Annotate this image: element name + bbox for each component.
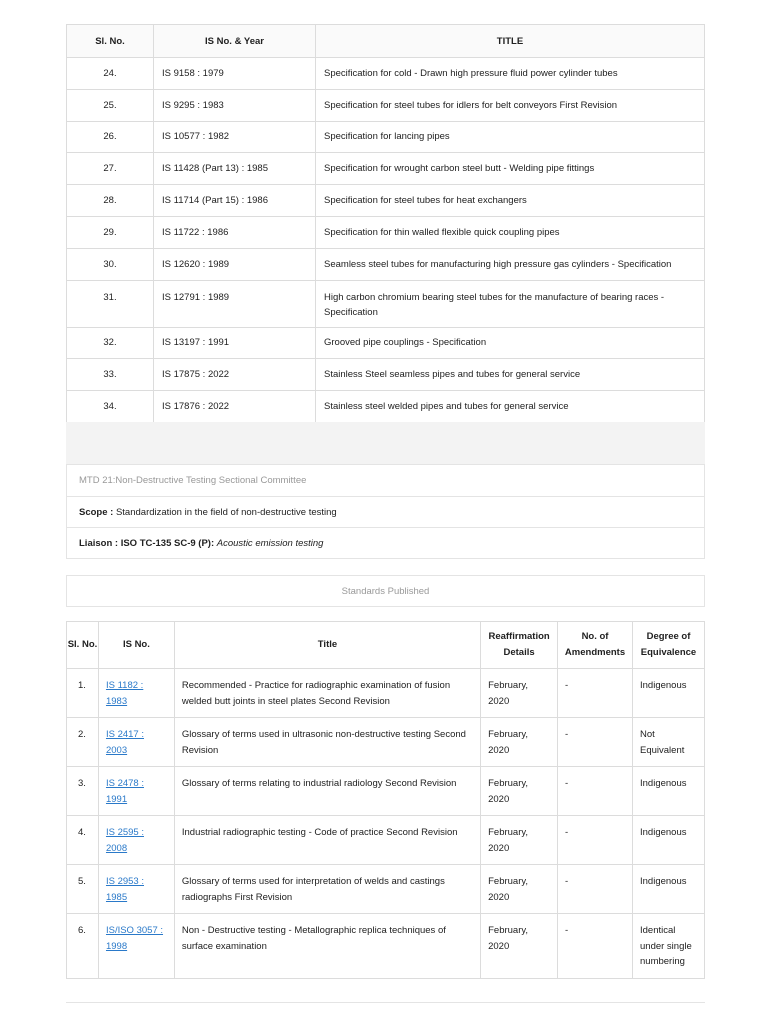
sl-no-cell: 1. bbox=[67, 669, 99, 718]
is-no-cell: IS 11714 (Part 15) : 1986 bbox=[154, 185, 316, 217]
title-cell: Recommended - Practice for radiographic examination of fusion welded butt joints in steel plates Second Revision bbox=[174, 669, 480, 718]
table-header-row bbox=[67, 25, 705, 58]
table-header-row bbox=[67, 622, 705, 669]
equivalence-cell: Identical under single numbering bbox=[633, 914, 705, 979]
is-no-link[interactable]: IS 2953 : 1985 bbox=[105, 876, 144, 903]
liaison-text: Acoustic emission testing bbox=[216, 537, 324, 549]
is-no-cell bbox=[98, 669, 174, 718]
title-cell: Stainless Steel seamless pipes and tubes for general service bbox=[316, 359, 705, 391]
is-no-cell: IS 11428 (Part 13) : 1985 bbox=[154, 153, 316, 185]
table-row bbox=[67, 58, 705, 90]
equivalence-cell: Indigenous bbox=[633, 816, 705, 865]
table-row bbox=[67, 153, 705, 185]
is-no-cell bbox=[98, 718, 174, 767]
is-no-cell: IS 12791 : 1989 bbox=[154, 280, 316, 327]
committee-liaison bbox=[67, 527, 704, 558]
sl-no-cell: 6. bbox=[67, 914, 99, 979]
sl-no-cell: 25. bbox=[67, 89, 154, 121]
amendments-cell: - bbox=[558, 914, 633, 979]
is-no-link[interactable]: IS 2595 : 2008 bbox=[105, 827, 144, 854]
sl-no-cell: 32. bbox=[67, 327, 154, 359]
bottom-divider bbox=[66, 1002, 705, 1003]
table-row bbox=[67, 816, 705, 865]
equivalence-cell: Not Equivalent bbox=[633, 718, 705, 767]
table-row bbox=[67, 359, 705, 391]
sl-no-cell: 5. bbox=[67, 865, 99, 914]
amendments-cell: - bbox=[558, 669, 633, 718]
is-no-cell bbox=[98, 914, 174, 979]
is-no-cell: IS 9158 : 1979 bbox=[154, 58, 316, 90]
col-header-equivalence: Degree of Equivalence bbox=[633, 622, 705, 669]
committee-panel bbox=[66, 464, 705, 559]
table-row bbox=[67, 767, 705, 816]
title-cell: Specification for wrought carbon steel butt - Welding pipe fittings bbox=[316, 153, 705, 185]
is-no-link[interactable]: IS 1182 : 1983 bbox=[105, 680, 144, 707]
committee-name bbox=[67, 465, 704, 496]
scope-label: Scope : bbox=[79, 506, 114, 518]
amendments-cell: - bbox=[558, 767, 633, 816]
title-cell: Grooved pipe couplings - Specification bbox=[316, 327, 705, 359]
col-header-sl-no: Sl. No. bbox=[67, 25, 154, 58]
sl-no-cell: 24. bbox=[67, 58, 154, 90]
is-no-link[interactable]: IS/ISO 3057 : 1998 bbox=[105, 925, 164, 952]
title-cell: Glossary of terms used in ultrasonic non-destructive testing Second Revision bbox=[174, 718, 480, 767]
table-row bbox=[67, 327, 705, 359]
title-cell: Glossary of terms relating to industrial radiology Second Revision bbox=[174, 767, 480, 816]
is-no-cell: IS 9295 : 1983 bbox=[154, 89, 316, 121]
col-header-amendments: No. of Amendments bbox=[558, 622, 633, 669]
reaffirmation-cell: February, 2020 bbox=[481, 718, 558, 767]
is-no-cell: IS 17875 : 2022 bbox=[154, 359, 316, 391]
table-row bbox=[67, 669, 705, 718]
title-cell: Specification for cold - Drawn high pressure fluid power cylinder tubes bbox=[316, 58, 705, 90]
is-no-cell: IS 17876 : 2022 bbox=[154, 391, 316, 423]
is-no-cell bbox=[98, 767, 174, 816]
committee-scope bbox=[67, 496, 704, 527]
amendments-cell: - bbox=[558, 816, 633, 865]
is-no-link[interactable]: IS 2478 : 1991 bbox=[105, 778, 144, 805]
is-no-cell: IS 13197 : 1991 bbox=[154, 327, 316, 359]
liaison-label: Liaison : ISO TC-135 SC-9 (P): bbox=[79, 537, 215, 549]
standards-published-heading bbox=[66, 575, 705, 607]
table-row bbox=[67, 718, 705, 767]
col-header-title: Title bbox=[174, 622, 480, 669]
title-cell: Specification for steel tubes for idlers for belt conveyors First Revision bbox=[316, 89, 705, 121]
col-header-reaffirmation: Reaffirmation Details bbox=[481, 622, 558, 669]
table-row bbox=[67, 248, 705, 280]
sl-no-cell: 28. bbox=[67, 185, 154, 217]
table-row bbox=[67, 914, 705, 979]
reaffirmation-cell: February, 2020 bbox=[481, 669, 558, 718]
title-cell: Stainless steel welded pipes and tubes for general service bbox=[316, 391, 705, 423]
sl-no-cell: 27. bbox=[67, 153, 154, 185]
col-header-is-no-year: IS No. & Year bbox=[154, 25, 316, 58]
sl-no-cell: 29. bbox=[67, 216, 154, 248]
sl-no-cell: 3. bbox=[67, 767, 99, 816]
table-row bbox=[67, 89, 705, 121]
reaffirmation-cell: February, 2020 bbox=[481, 767, 558, 816]
reaffirmation-cell: February, 2020 bbox=[481, 816, 558, 865]
section-divider-band bbox=[66, 422, 705, 464]
scope-text: Standardization in the field of non-destructive testing bbox=[115, 506, 337, 518]
reaffirmation-cell: February, 2020 bbox=[481, 865, 558, 914]
table-row bbox=[67, 185, 705, 217]
is-no-cell: IS 11722 : 1986 bbox=[154, 216, 316, 248]
title-cell: Specification for thin walled flexible quick coupling pipes bbox=[316, 216, 705, 248]
sl-no-cell: 4. bbox=[67, 816, 99, 865]
is-no-cell: IS 12620 : 1989 bbox=[154, 248, 316, 280]
equivalence-cell: Indigenous bbox=[633, 669, 705, 718]
committee-name-text: MTD 21:Non-Destructive Testing Sectional Committee bbox=[79, 475, 307, 486]
standards-published-label: Standards Published bbox=[341, 585, 430, 597]
col-header-is-no: IS No. bbox=[98, 622, 174, 669]
sl-no-cell: 33. bbox=[67, 359, 154, 391]
title-cell: Seamless steel tubes for manufacturing high pressure gas cylinders - Specification bbox=[316, 248, 705, 280]
title-cell: High carbon chromium bearing steel tubes for the manufacture of bearing races - Specification bbox=[316, 280, 705, 327]
title-cell: Specification for steel tubes for heat exchangers bbox=[316, 185, 705, 217]
table-row bbox=[67, 216, 705, 248]
tubes-standards-table bbox=[66, 24, 705, 423]
table-row bbox=[67, 865, 705, 914]
published-standards-table bbox=[66, 621, 705, 979]
table-row bbox=[67, 391, 705, 423]
title-cell: Specification for lancing pipes bbox=[316, 121, 705, 153]
title-cell: Glossary of terms used for interpretation of welds and castings radiographs First Revision bbox=[174, 865, 480, 914]
sl-no-cell: 2. bbox=[67, 718, 99, 767]
title-cell: Non - Destructive testing - Metallographic replica techniques of surface examination bbox=[174, 914, 480, 979]
table-row bbox=[67, 121, 705, 153]
equivalence-cell: Indigenous bbox=[633, 767, 705, 816]
equivalence-cell: Indigenous bbox=[633, 865, 705, 914]
is-no-cell: IS 10577 : 1982 bbox=[154, 121, 316, 153]
title-cell: Industrial radiographic testing - Code of practice Second Revision bbox=[174, 816, 480, 865]
reaffirmation-cell: February, 2020 bbox=[481, 914, 558, 979]
sl-no-cell: 34. bbox=[67, 391, 154, 423]
is-no-link[interactable]: IS 2417 : 2003 bbox=[105, 729, 144, 756]
col-header-sl-no: Sl. No. bbox=[67, 622, 99, 669]
amendments-cell: - bbox=[558, 718, 633, 767]
amendments-cell: - bbox=[558, 865, 633, 914]
sl-no-cell: 30. bbox=[67, 248, 154, 280]
table-row bbox=[67, 280, 705, 327]
is-no-cell bbox=[98, 816, 174, 865]
is-no-cell bbox=[98, 865, 174, 914]
sl-no-cell: 31. bbox=[67, 280, 154, 327]
sl-no-cell: 26. bbox=[67, 121, 154, 153]
col-header-title: TITLE bbox=[316, 25, 705, 58]
